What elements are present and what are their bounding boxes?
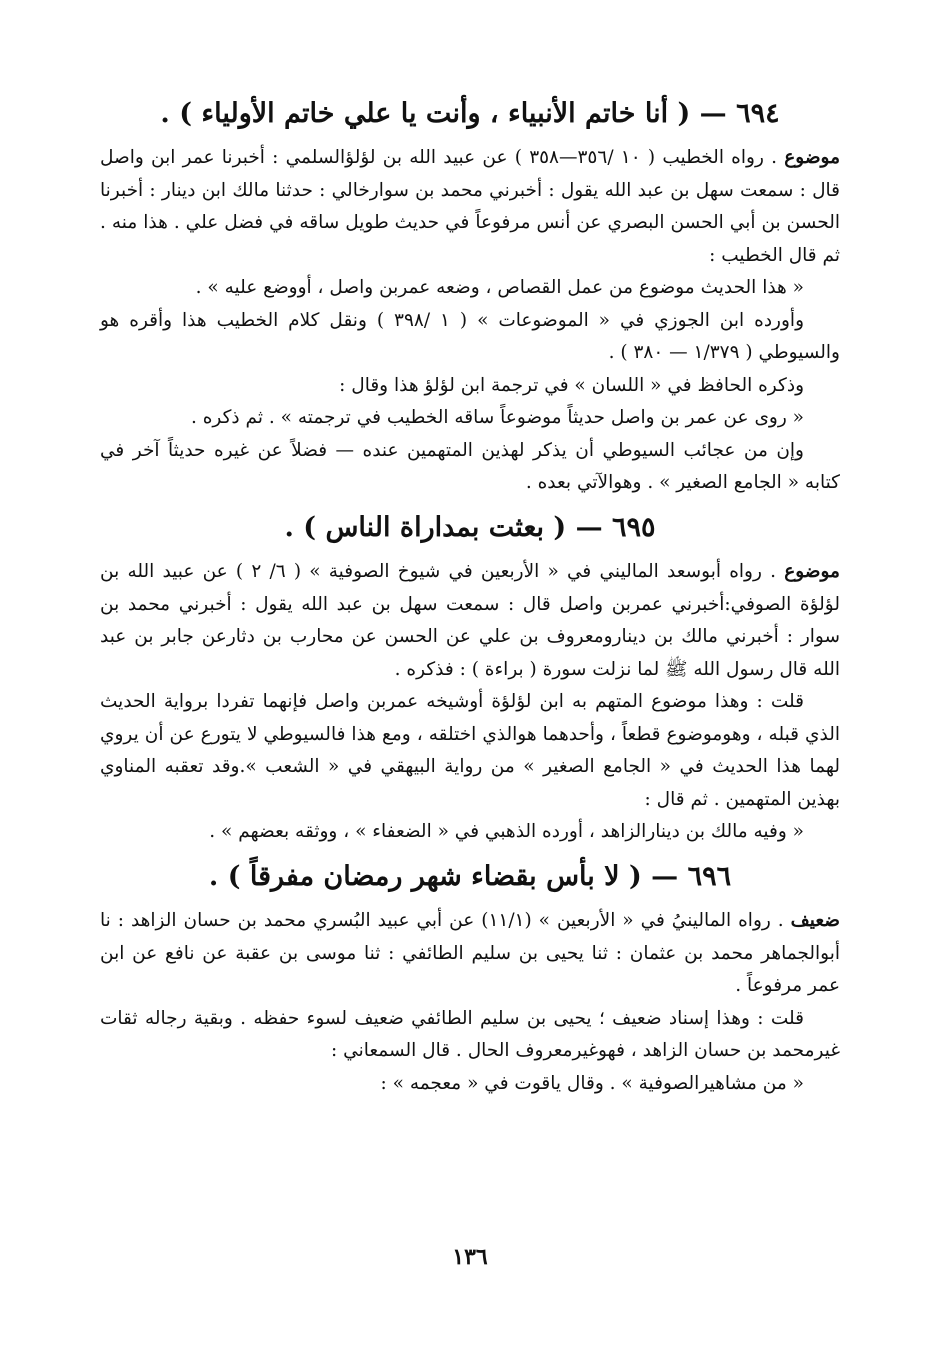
text-line: بن لؤلؤة الصوفي:أخبرني عمربن واصل قال : سمعت سهل بن عبد الله يقول : أخبرني محمد بن: [100, 561, 840, 615]
grade-label: موضوع: [784, 561, 840, 583]
text-line: وأورده ابن الجوزي في « الموضوعات » ( ١ /٣٩٨ ) ونقل كلام الخطيب هذا وأقره هو: [100, 309, 804, 331]
paragraph: [100, 435, 840, 500]
text-line: ابن دينار : أخبرنا الحسن بن أبي الحسن البصري عن أنس مرفوعاً في حديث طويل ساقه في: [100, 179, 840, 234]
quotation: « روى عن عمر بن واصل حديثاً موضوعاً ساقه الخطيب في ترجمته » . ثم ذكره .: [190, 407, 804, 429]
hadith-heading: ٦٩٦ — ( لا بأس بقضاء شهر رمضان مفرقاً ) .: [208, 860, 732, 892]
page-number: ١٣٦: [452, 1244, 488, 1270]
text-line: بهذين المتهمين . ثم قال :: [644, 788, 840, 810]
text-line: قلت : وهذا موضوع المتهم به ابن لؤلؤة أوشيخه عمربن واصل فإنهما تفردا برواية الحديث: [100, 691, 804, 713]
quotation: « وفيه مالك بن دينارالزاهد ، أورده الذهبي في « الضعفاء » ، ووثقه بعضهم » .: [209, 821, 804, 843]
hadith-heading: ٦٩٥ — ( بعثت بمداراة الناس ) .: [284, 511, 656, 543]
page-body: [100, 96, 840, 1100]
paragraph: وذكره الحافظ في « اللسان » في ترجمة ابن لؤلؤ هذا وقال :: [339, 374, 804, 396]
hadith-heading: ٦٩٤ — ( أنا خاتم الأنبياء ، وأنت يا علي خاتم الأولياء ) .: [160, 98, 780, 129]
entry-695: [100, 510, 840, 849]
text-line: والسيوطي ( ١/٣٧٩ — ٣٨٠ ) .: [608, 342, 840, 364]
hadith-text: [100, 142, 840, 272]
text-line: قال رسول الله ﷺ لما نزلت سورة ( براءة ) : فذكره .: [394, 658, 808, 680]
text-line: وإن من عجائب السيوطي أن يذكر لهذين المتهمين عنده — فضلاً عن غيره حديثاً آخر: [132, 439, 804, 461]
text-line: في كتابه « الجامع الصغير » . وهوالآتي بعده .: [100, 439, 840, 494]
text-line: سوار : أخبرني مالك بن دينارومعروف بن علي عن الحسن عن محارب بن دثارعن جابر بن عبد الله: [100, 626, 840, 680]
text-line: نافع عن ابن عمر مرفوعاً .: [100, 942, 840, 997]
entry-696: [100, 859, 840, 1100]
text-line: . رواه الخطيب ( ١٠ /٣٥٦—٣٥٨ ) عن عبيد الله بن لؤلؤالسلمي : أخبرنا عمر: [182, 147, 777, 169]
text-line: يروي لهما هذا الحديث في « الجامع الصغير » من رواية البيهقي في « الشعب ».وقد تعقبه المناوي: [100, 723, 840, 778]
text-line: قلت : وهذا إسناد ضعيف ؛ يحيى بن سليم الطائفي ضعيف لسوء حفظه . وبقية رجاله: [144, 1007, 805, 1029]
text-line: فضل علي . هذا منه . ثم قال الخطيب :: [100, 212, 840, 266]
entry-694: [100, 96, 840, 500]
quotation: « من مشاهيرالصوفية » . وقال ياقوت في « معجمه » :: [380, 1072, 804, 1094]
grade-label: موضوع: [784, 147, 841, 169]
paragraph: [100, 305, 840, 370]
hadith-text: [100, 556, 840, 686]
text-line: الزاهد : نا أبوالجماهر محمد بن عثمان : ثنا يحيى بن سليم الطائفي : ثنا موسى بن عقبة عن: [100, 910, 840, 964]
text-line: الذي قبله ، وهوموضوع قطعاً ، وأحدهما هوالذي اختلقه ، ومع هذا فالسيوطي لا يتورع عن أن: [144, 723, 840, 745]
text-line: . رواه المالينيُ في « الأربعين » (١١/١) عن أبي عبيد البُسري محمد بن حسان: [183, 910, 784, 932]
text-line: ابن واصل قال : سمعت سهل بن عبد الله يقول : أخبرني محمد بن سوارخالي : حدثنا مالك: [100, 147, 840, 201]
text-line: . رواه أبوسعد الماليني في « الأربعين في شيوخ الصوفية » ( ٦/ ٢ ) عن عبيد الله: [127, 561, 776, 583]
paragraph: [100, 686, 840, 816]
grade-label: ضعيف: [790, 910, 840, 932]
hadith-text: [100, 905, 840, 1003]
text-line: ثقات غيرمحمد بن حسان الزاهد ، فهوغيرمعروف الحال . قال السمعاني :: [100, 1007, 840, 1062]
quotation: « هذا الحديث موضوع من عمل القصاص ، وضعه عمربن واصل ، أووضع عليه » .: [195, 277, 804, 299]
paragraph: [100, 1003, 840, 1068]
